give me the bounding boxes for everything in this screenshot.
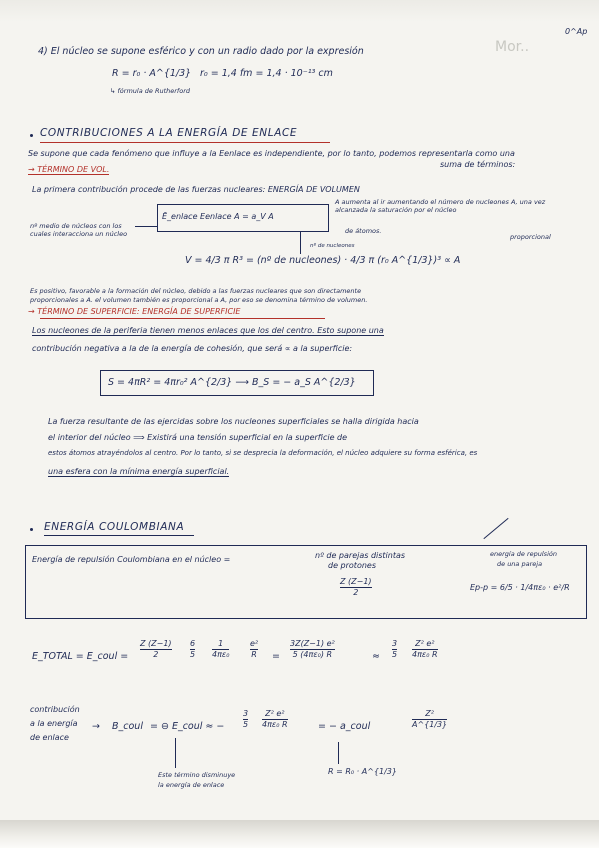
r0-equation: r₀ = 1,4 fm = 1,4 · 10⁻¹³ cm: [200, 68, 333, 79]
contrib-label-3: de enlace: [30, 733, 69, 742]
bleed-through-text: Mor..: [495, 39, 530, 55]
etotal-frac-3: [212, 640, 229, 660]
etotal-frac-1: [140, 640, 172, 660]
contributions-title: CONTRIBUCIONES A LA ENERGÍA DE ENLACE: [40, 127, 298, 139]
bcoul-frac-3: [412, 710, 447, 730]
coulomb-underline: [44, 535, 194, 536]
eq3-den: 5: [392, 650, 398, 660]
approx-sign: ≈: [372, 651, 380, 662]
coulomb-title: ENERGÍA COULOMBIANA: [44, 521, 185, 533]
b1-den: 5: [243, 720, 249, 730]
force-line-2: el interior del núcleo ⟹ Existirá una tensión superficial en la superficie de: [48, 433, 348, 442]
etotal-eq3: [392, 640, 397, 660]
page-bottom-edge: [0, 820, 599, 848]
f1-den: 2: [153, 650, 159, 660]
surface-underline: [40, 318, 325, 319]
eq2-den: 5 (4πε₀) R: [292, 650, 333, 660]
volume-equation: V = 4/3 π R³ = (nº de nucleones) · 4/3 π (r₀ A^{1/3})³ ∝ A: [185, 255, 461, 266]
bullet: [30, 528, 33, 531]
bcoul-frac-2: [262, 710, 288, 730]
note-bottom-1: Este término disminuye: [158, 771, 236, 779]
etotal-label: E_TOTAL = E_coul =: [32, 651, 129, 662]
bcoul-equation: = ⊖ E_coul ≈ −: [150, 721, 225, 732]
right-note-2: de átomos.: [345, 227, 382, 235]
contrib-line-1b: suma de términos:: [440, 160, 516, 169]
f1-num: Z (Z−1): [140, 639, 172, 648]
positive-text-1: Es positivo, favorable a la formación del núcleo, debido a las fuerzas nucleares que son directamente: [30, 287, 362, 295]
down-arrow: [300, 232, 301, 254]
coulomb-box-mid-2: de protones: [328, 561, 376, 570]
b1-num: 3: [243, 709, 249, 718]
coulomb-box-right-2: de una pareja: [497, 560, 543, 568]
etotal-frac-4: [250, 640, 258, 660]
vol-heading: → TÉRMINO DE VOL.: [28, 165, 110, 174]
note-bottom-2: la energía de enlace: [158, 781, 225, 789]
force-line-3: estos átomos atrayéndolos al centro. Por lo tanto, si se desprecia la deformación, el núcleo adquiere su forma esférica, es: [48, 449, 478, 457]
surface-line-2: contribución negativa a la de la energía de cohesión, que será ∝ a la superficie:: [32, 344, 353, 353]
b2-num: Z² e²: [265, 709, 285, 718]
eq2-num: 3Z(Z−1) e²: [290, 639, 335, 648]
f2-den: 5: [190, 650, 196, 660]
coulomb-box-left: Energía de repulsión Coulombiana en el núcleo =: [32, 555, 231, 564]
force-line-1: La fuerza resultante de las ejercidas sobre los nucleones superficiales se halla dirigida hacia: [48, 417, 419, 426]
down-arrow-2: [338, 742, 339, 764]
pen-stroke: [483, 518, 508, 539]
radius-equation: R = r₀ · A^{1/3}: [112, 68, 192, 79]
etotal-eq3b: [412, 640, 438, 660]
pairs-fraction: [340, 578, 372, 598]
eq3b-den: 4πε₀ R: [412, 650, 438, 660]
coulomb-box-right-1: energía de repulsión: [490, 550, 557, 558]
b3-den: A^{1/3}: [412, 720, 448, 730]
bullet: [30, 134, 33, 137]
arrow: →: [92, 721, 100, 732]
section-4-heading: 4) El núcleo se supone esférico y con un radio dado por la expresión: [38, 46, 364, 57]
f4-den: R: [251, 650, 257, 660]
b2-den: 4πε₀ R: [262, 720, 288, 730]
coulomb-box-mid-1: nº de parejas distintas: [315, 551, 406, 560]
proportional-label: proporcional: [510, 233, 551, 241]
contrib-label-2: a la energía: [30, 719, 78, 728]
page-top-edge: [0, 0, 599, 22]
rutherford-note: ↳ fórmula de Rutherford: [110, 87, 190, 95]
pairs-num: Z (Z−1): [340, 577, 372, 586]
etotal-eq2: [290, 640, 335, 660]
bcoul-frac-1: [243, 710, 248, 730]
left-note: nº medio de núcleos con los cuales interacciona un núcleo: [30, 222, 128, 239]
f2-num: 6: [190, 639, 196, 648]
surface-box-formula: S = 4πR² = 4πr₀² A^{2/3} ⟶ B_S = − a_S A^{2/3}: [108, 377, 356, 388]
bcoul-symbol: B_coul: [112, 721, 143, 732]
note-R: R = R₀ · A^{1/3}: [328, 767, 397, 776]
pair-energy-eq: Ep-p = 6/5 · 1/4πε₀ · e²/R: [470, 583, 570, 592]
equals-sign: =: [272, 651, 280, 662]
title-underline: [40, 142, 330, 143]
nucleons-label: nº de nucleones: [310, 243, 355, 249]
etotal-frac-2: [190, 640, 195, 660]
eq3b-num: Z² e²: [415, 639, 435, 648]
contrib-line-1: Se supone que cada fenómeno que influye a la Eenlace es independiente, por lo tanto, podemos representarla como una: [28, 149, 515, 158]
force-line-4: una esfera con la mínima energía superficial.: [48, 467, 230, 476]
down-arrow-1: [175, 738, 176, 768]
bcoul-equation-2: = − a_coul: [318, 721, 371, 732]
f4-num: e²: [250, 639, 259, 648]
surface-heading: → TÉRMINO DE SUPERFICIE: ENERGÍA DE SUPERFICIE: [28, 307, 241, 316]
f3-den: 4πε₀: [212, 650, 230, 660]
f3-num: 1: [218, 639, 224, 648]
surface-line-1: Los nucleones de la periferia tienen menos enlaces que los del centro. Esto supone una: [32, 326, 384, 335]
eq3-num: 3: [392, 639, 398, 648]
positive-text-2: proporcionales a A. el volumen también es proporcional a A, por eso se denomina término de volumen.: [30, 296, 368, 304]
pairs-den: 2: [353, 588, 359, 598]
arrow-line: [135, 226, 157, 227]
b3-num: Z²: [425, 709, 434, 718]
volume-box-formula: Ē_enlace Eenlace A = a_V A: [162, 212, 274, 221]
right-note: A aumenta al ir aumentando el número de nucleones A, una vez alcanzada la saturación por el núcleo: [335, 198, 546, 215]
corner-mark: 0^Ap: [565, 27, 588, 36]
contrib-label-1: contribución: [30, 705, 80, 714]
first-contribution: La primera contribución procede de las fuerzas nucleares: ENERGÍA DE VOLUMEN: [32, 185, 360, 194]
